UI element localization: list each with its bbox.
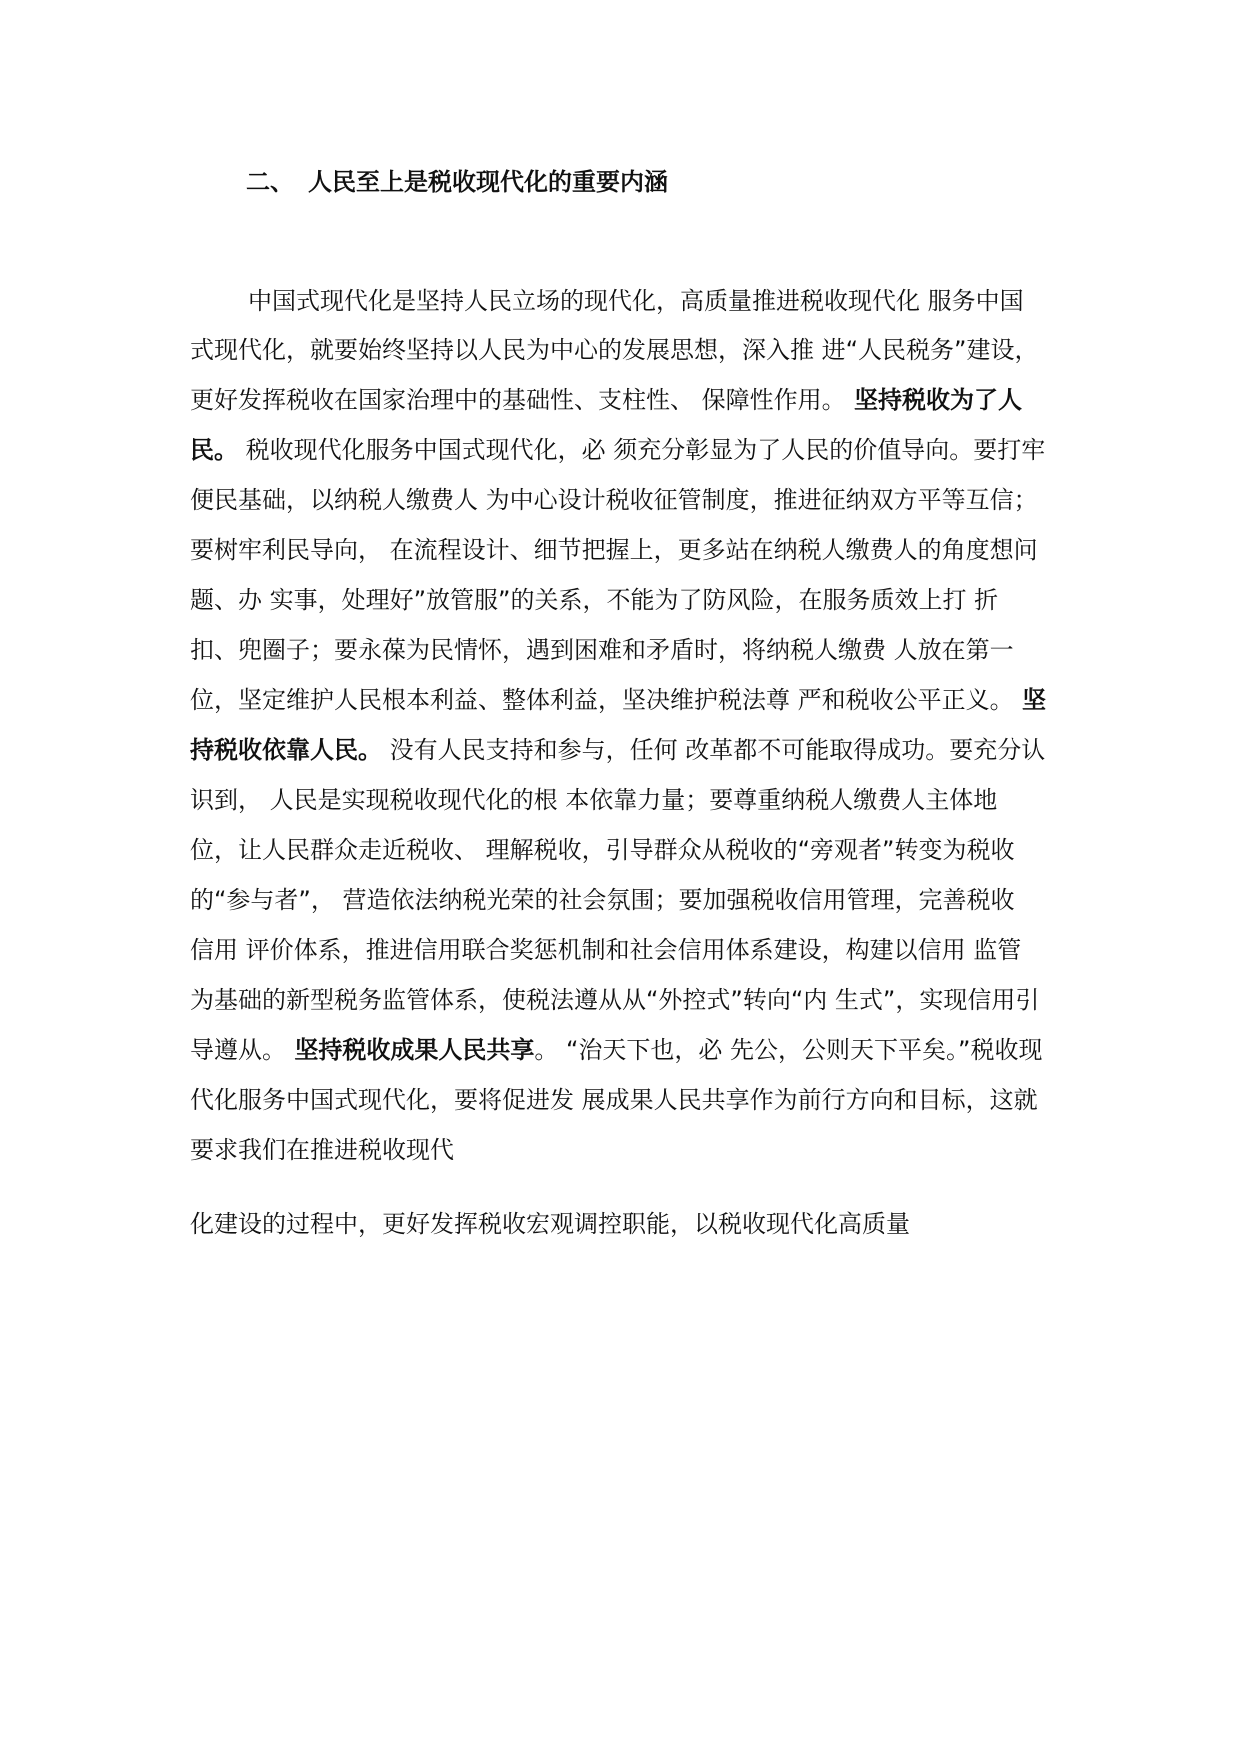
paragraph-line — [190, 334, 1039, 366]
text-segment: 税收现代化服务中国式现代化，必 须充分彰显为了人民的价值导向。要打牢 — [238, 436, 1046, 464]
paragraph-line — [190, 634, 1014, 666]
paragraph-line — [190, 834, 1015, 866]
paragraph-line — [190, 1134, 454, 1166]
text-segment: 导遵从。 — [190, 1036, 286, 1064]
paragraph-line — [190, 984, 1039, 1016]
bold-phrase: 持税收依靠人民。 — [190, 736, 382, 764]
paragraph-line — [190, 934, 1021, 966]
paragraph-line — [190, 384, 1022, 416]
text-segment: 化建设的过程中，更好发挥税收宏观调控职能，以税收现代化高质量 — [190, 1210, 910, 1238]
text-segment: 题、办 实事，处理好”放管服”的关系，不能为了防风险，在服务质效上打 折 — [190, 586, 999, 614]
text-segment: 式现代化，就要始终坚持以人民为中心的发展思想，深入推 进“人民税务”建设， — [190, 336, 1039, 364]
text-segment: 识到， 人民是实现税收现代化的根 本依靠力量；要尊重纳税人缴费人主体地 — [190, 786, 998, 814]
text-segment: 。 “治天下也，必 先公，公则天下平矣。”税收现 — [534, 1036, 1043, 1064]
paragraph-line — [190, 884, 1015, 916]
text-segment: 中国式现代化是坚持人民立场的现代化，高质量推进税收现代化 服务中国 — [248, 287, 1024, 315]
bold-phrase: 坚 — [1013, 686, 1046, 714]
paragraph-line — [190, 734, 1045, 766]
text-segment: 为基础的新型税务监管体系，使税法遵从从“外控式”转向“内 生式”，实现信用引 — [190, 986, 1040, 1014]
paragraph-line — [190, 1084, 1038, 1116]
bold-phrase: 坚持税收为了人 — [845, 386, 1022, 414]
paragraph-line — [190, 1208, 910, 1240]
text-segment: 位，坚定维护人民根本利益、整体利益，坚决维护税法尊 严和税收公平正义。 — [190, 686, 1014, 714]
text-segment: 没有人民支持和参与，任何 改革都不可能取得成功。要充分认 — [382, 736, 1046, 764]
paragraph-line — [190, 584, 998, 616]
paragraph-line — [190, 684, 1046, 716]
paragraph-line — [190, 484, 1038, 516]
text-segment: 更好发挥税收在国家治理中的基础性、支柱性、 保障性作用。 — [190, 386, 846, 414]
paragraph-line — [248, 285, 1024, 317]
paragraph-line — [190, 784, 997, 816]
text-segment: 信用 评价体系，推进信用联合奖惩机制和社会信用体系建设，构建以信用 监管 — [190, 936, 1022, 964]
text-segment: 代化服务中国式现代化，要将促进发 展成果人民共享作为前行方向和目标，这就 — [190, 1086, 1038, 1114]
text-segment: 便民基础，以纳税人缴费人 为中心设计税收征管制度，推进征纳双方平等互信； — [190, 486, 1038, 514]
text-segment: 要树牢利民导向， 在流程设计、细节把握上，更多站在纳税人缴费人的角度想问 — [190, 536, 1038, 564]
text-segment: 的“参与者”， 营造依法纳税光荣的社会氛围；要加强税收信用管理，完善税收 — [190, 886, 1015, 914]
bold-phrase: 坚持税收成果人民共享 — [286, 1036, 535, 1064]
text-segment: 扣、兜圈子；要永葆为民情怀，遇到困难和矛盾时，将纳税人缴费 人放在第一 — [190, 636, 1014, 664]
text-segment: 位，让人民群众走近税收、 理解税收，引导群众从税收的“旁观者”转变为税收 — [190, 836, 1015, 864]
paragraph-line — [190, 434, 1045, 466]
section-heading — [246, 162, 668, 197]
section-number: 二、 — [246, 168, 294, 196]
section-title: 人民至上是税收现代化的重要内涵 — [308, 168, 668, 196]
paragraph-line — [190, 534, 1038, 566]
bold-phrase: 民。 — [190, 436, 238, 464]
paragraph-line — [190, 1034, 1042, 1066]
text-segment: 要求我们在推进税收现代 — [190, 1136, 454, 1164]
